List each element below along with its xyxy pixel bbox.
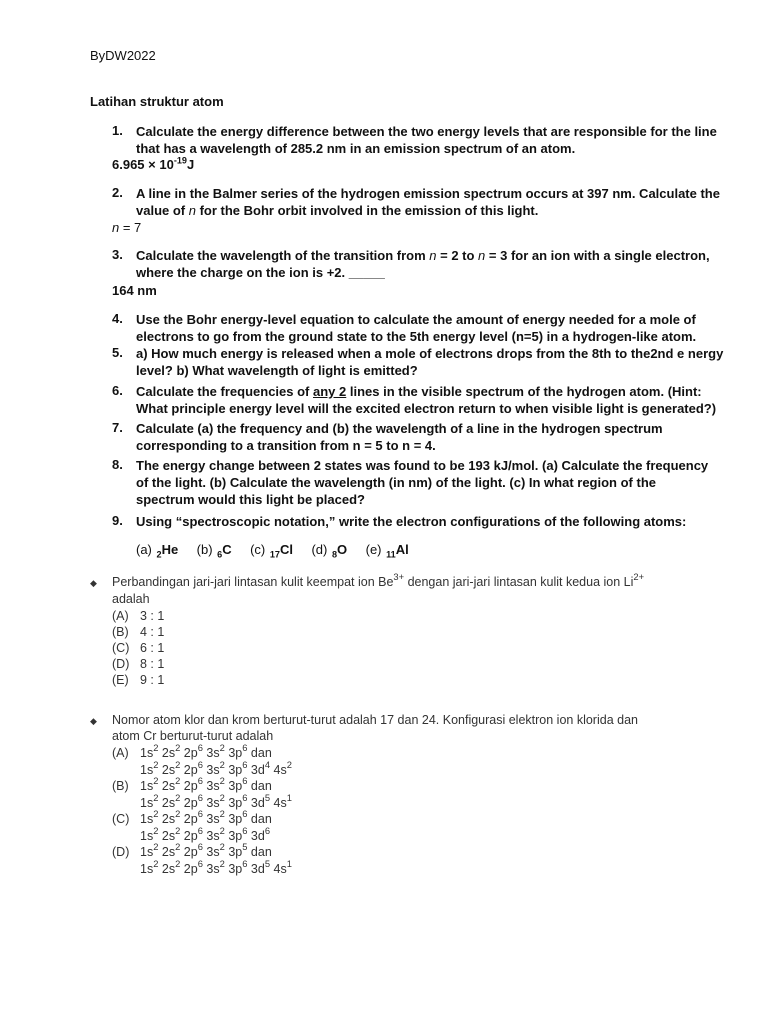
answer-text: $6.965 \times 10^{-19}J$ [112, 155, 195, 172]
question-number: 9. [112, 513, 123, 528]
question-text: value of n for the Bohr orbit involved in the emission of this light. [136, 203, 539, 218]
question-text: What principle energy level will the excited electron return to when visible light is generated?) [136, 401, 717, 416]
electron-configuration: $1s^2$ $2s^2$ $2p^6$ $3s^2$ $3p^5$ [140, 842, 248, 859]
question-number: 3. [112, 247, 123, 262]
question-text: that has a wavelength of 285.2 nm in an emission spectrum of an atom. [136, 141, 576, 156]
electron-configuration: $1s^2$ $2s^2$ $2p^6$ $3s^2$ $3p^6$ [140, 743, 248, 760]
atom-item: (d) $_8$O [311, 542, 348, 560]
option-item: (B) 4 : 1 [112, 625, 165, 639]
question-text: Using “spectroscopic notation,” write the electron configurations of the following atoms: [136, 514, 687, 529]
question-number: 5. [112, 345, 123, 360]
diamond-bullet-icon: ◆ [90, 716, 97, 726]
question-text: where the charge on the ion is +2. _____ [136, 265, 385, 280]
option-item: (A) 3 : 1 [112, 609, 165, 623]
electron-configuration: $1s^2$ $2s^2$ $2p^6$ $3s^2$ $3p^6$ $3d^4$ $4s^2$ [140, 759, 292, 777]
diamond-bullet-icon: ◆ [90, 578, 97, 588]
atom-item: (c) $_{17}$Cl [250, 542, 293, 560]
question-text: Nomor atom klor dan krom berturut-turut adalah 17 dan 24. Konfigurasi elektron ion klorida dan [112, 713, 638, 727]
option-item: (B) $1s^2$ $2s^2$ $2p^6$ $3s^2$ $3p^6$ dan [112, 776, 272, 793]
question-text: atom Cr berturut-turut adalah [112, 729, 274, 743]
option-item: (C) $1s^2$ $2s^2$ $2p^6$ $3s^2$ $3p^6$ dan [112, 809, 272, 826]
question-text: Perbandingan jari-jari lintasan kulit keempat ion $Be^{3+}$ dengan jari-jari lintasan kulit kedua ion $Li^{2+}$ [112, 572, 645, 589]
electron-configuration: $1s^2$ $2s^2$ $2p^6$ $3s^2$ $3p^6$ $3d^6$ [140, 825, 271, 843]
electron-configuration: $1s^2$ $2s^2$ $2p^6$ $3s^2$ $3p^6$ $3d^5$ $4s^1$ [140, 858, 292, 876]
option-item: (D) 8 : 1 [112, 657, 165, 671]
question-text: corresponding to a transition from n = 5 to n = 4. [136, 438, 436, 453]
question-number: 6. [112, 383, 123, 398]
answer-text: 164 nm [112, 283, 157, 298]
electron-configuration: $1s^2$ $2s^2$ $2p^6$ $3s^2$ $3p^6$ [140, 809, 248, 826]
question-number: 4. [112, 311, 123, 326]
atom-list [136, 542, 409, 560]
atom-item: (b) $_6$C [196, 542, 232, 560]
option-item-line2 [112, 858, 292, 878]
option-list [112, 745, 292, 877]
question-text: electrons to go from the ground state to the 5th energy level (n=5) in a hydrogen-like atom. [136, 329, 697, 344]
question-text: Calculate the frequencies of any 2 lines in the visible spectrum of the hydrogen atom. (Hint: [136, 384, 702, 399]
option-item: (A) $1s^2$ $2s^2$ $2p^6$ $3s^2$ $3p^6$ dan [112, 743, 272, 760]
option-item: (E) 9 : 1 [112, 673, 165, 687]
header-label: ByDW2022 [90, 48, 156, 63]
question-text: Calculate the wavelength of the transition from n = 2 to n = 3 for an ion with a single electron, [136, 248, 710, 263]
question-text: Calculate (a) the frequency and (b) the wavelength of a line in the hydrogen spectrum [136, 421, 663, 436]
option-list [112, 608, 164, 688]
question-number: 1. [112, 123, 123, 138]
electron-configuration: $1s^2$ $2s^2$ $2p^6$ $3s^2$ $3p^6$ [140, 776, 248, 793]
question-text: spectrum would this light be placed? [136, 492, 365, 507]
question-text: Use the Bohr energy-level equation to calculate the amount of energy needed for a mole of [136, 312, 696, 327]
question-text: The energy change between 2 states was found to be 193 kJ/mol. (a) Calculate the frequency [136, 458, 709, 473]
electron-configuration: $1s^2$ $2s^2$ $2p^6$ $3s^2$ $3p^6$ $3d^5$ $4s^1$ [140, 792, 292, 810]
option-item: (D) $1s^2$ $2s^2$ $2p^6$ $3s^2$ $3p^5$ dan [112, 842, 272, 859]
answer-text: n = 7 [112, 220, 142, 235]
question-text: of the light. (b) Calculate the wavelength (in nm) of the light. (c) In what region of the [136, 475, 656, 490]
question-number: 2. [112, 185, 123, 200]
option-item: (C) 6 : 1 [112, 641, 165, 655]
question-number: 8. [112, 457, 123, 472]
question-text: adalah [112, 592, 150, 606]
atom-item: (e) $_{11}$Al [365, 542, 409, 560]
question-text: a) How much energy is released when a mole of electrons drops from the 8th to the2nd e nergy [136, 346, 724, 361]
question-text: A line in the Balmer series of the hydrogen emission spectrum occurs at 397 nm. Calculate the [136, 186, 720, 201]
question-text: Calculate the energy difference between the two energy levels that are responsible for the line [136, 124, 717, 139]
page-title: Latihan struktur atom [90, 94, 224, 109]
question-text: level? b) What wavelength of light is emitted? [136, 363, 418, 378]
question-number: 7. [112, 420, 123, 435]
atom-item: (a) $_2$He [136, 542, 179, 560]
